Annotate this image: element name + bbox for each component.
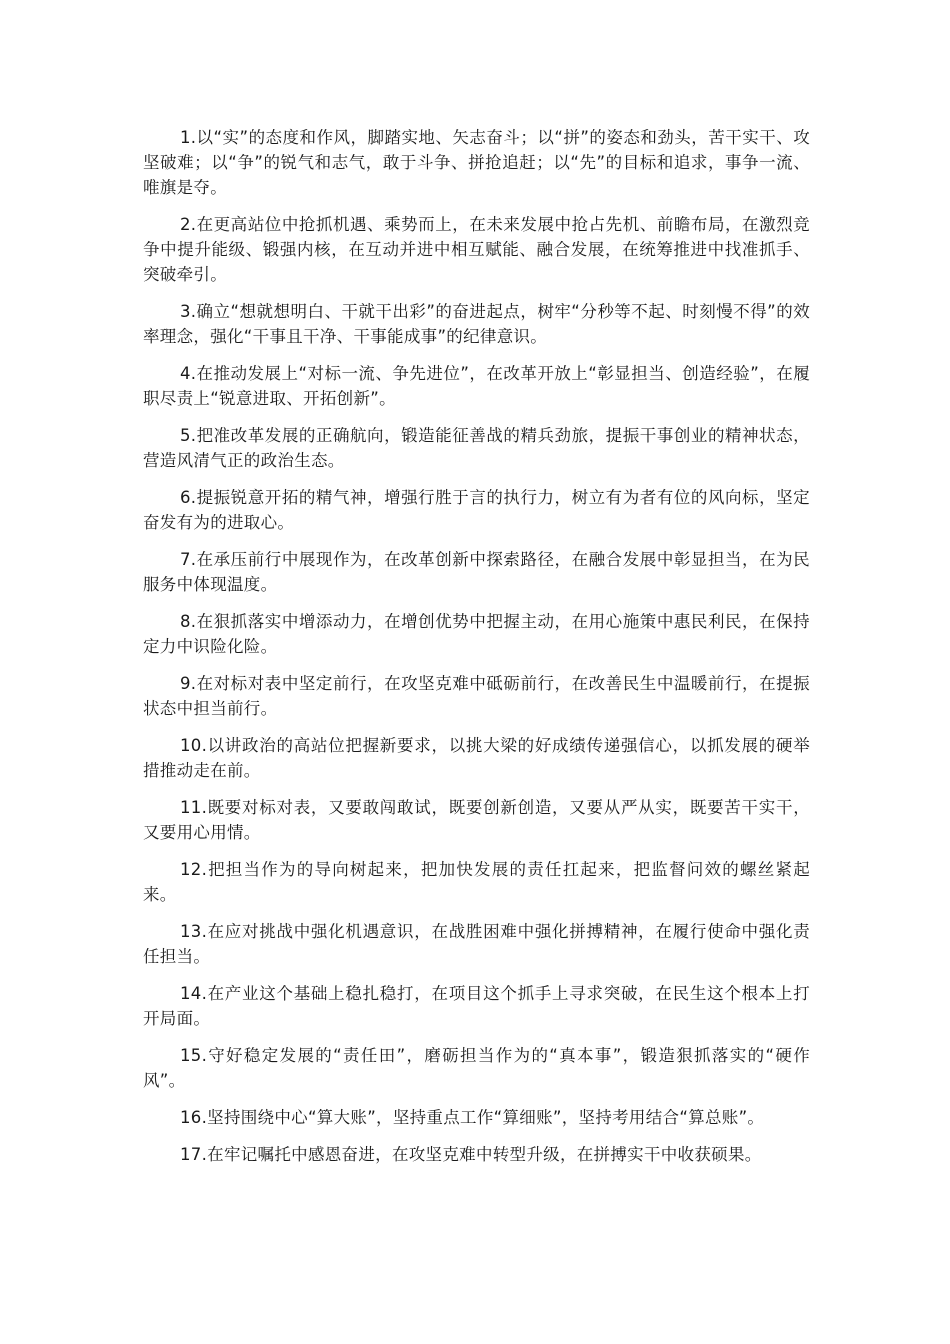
paragraph-3: 3.确立“想就想明白、干就干出彩”的奋进起点，树牢“分秒等不起、时刻慢不得”的效率理念，强化“干事且干净、干事能成事”的纪律意识。 (143, 302, 810, 346)
paragraph-6: 6.提振锐意开拓的精气神，增强行胜于言的执行力，树立有为者有位的风向标，坚定奋发有为的进取心。 (143, 488, 810, 532)
paragraph-4: 4.在推动发展上“对标一流、争先进位”，在改革开放上“彰显担当、创造经验”，在履职尽责上“锐意进取、开拓创新”。 (143, 364, 810, 408)
paragraph-15: 15.守好稳定发展的“责任田”，磨砺担当作为的“真本事”，锻造狠抓落实的“硬作风”。 (143, 1046, 810, 1090)
paragraph-1: 1.以“实”的态度和作风，脚踏实地、矢志奋斗；以“拼”的姿态和劲头，苦干实干、攻坚破难；以“争”的锐气和志气，敢于斗争、拼抢追赶；以“先”的目标和追求，事争一流、唯旗是夺。 (143, 128, 810, 197)
paragraph-10: 10.以讲政治的高站位把握新要求，以挑大梁的好成绩传递强信心，以抓发展的硬举措推动走在前。 (143, 736, 810, 780)
paragraph-5: 5.把准改革发展的正确航向，锻造能征善战的精兵劲旅，提振干事创业的精神状态，营造风清气正的政治生态。 (143, 426, 810, 470)
paragraph-17: 17.在牢记嘱托中感恩奋进，在攻坚克难中转型升级，在拼搏实干中收获硕果。 (180, 1145, 762, 1164)
paragraph-11: 11.既要对标对表，又要敢闯敢试，既要创新创造，又要从严从实，既要苦干实干，又要用心用情。 (143, 798, 810, 842)
paragraph-14: 14.在产业这个基础上稳扎稳打，在项目这个抓手上寻求突破，在民生这个根本上打开局面。 (143, 984, 810, 1028)
paragraph-13: 13.在应对挑战中强化机遇意识，在战胜困难中强化拼搏精神，在履行使命中强化责任担当。 (143, 922, 810, 966)
paragraph-2: 2.在更高站位中抢抓机遇、乘势而上，在未来发展中抢占先机、前瞻布局，在激烈竞争中提升能级、锻强内核，在互动并进中相互赋能、融合发展，在统筹推进中找准抓手、突破牵引。 (143, 215, 810, 284)
paragraph-16: 16.坚持围绕中心“算大账”，坚持重点工作“算细账”，坚持考用结合“算总账”。 (180, 1108, 765, 1127)
paragraph-7: 7.在承压前行中展现作为，在改革创新中探索路径，在融合发展中彰显担当，在为民服务中体现温度。 (143, 550, 810, 594)
document-body (143, 125, 810, 1179)
paragraph-8: 8.在狠抓落实中增添动力，在增创优势中把握主动，在用心施策中惠民利民，在保持定力中识险化险。 (143, 612, 810, 656)
paragraph-12: 12.把担当作为的导向树起来，把加快发展的责任扛起来，把监督问效的螺丝紧起来。 (143, 860, 810, 904)
paragraph-9: 9.在对标对表中坚定前行，在攻坚克难中砥砺前行，在改善民生中温暖前行，在提振状态中担当前行。 (143, 674, 810, 718)
